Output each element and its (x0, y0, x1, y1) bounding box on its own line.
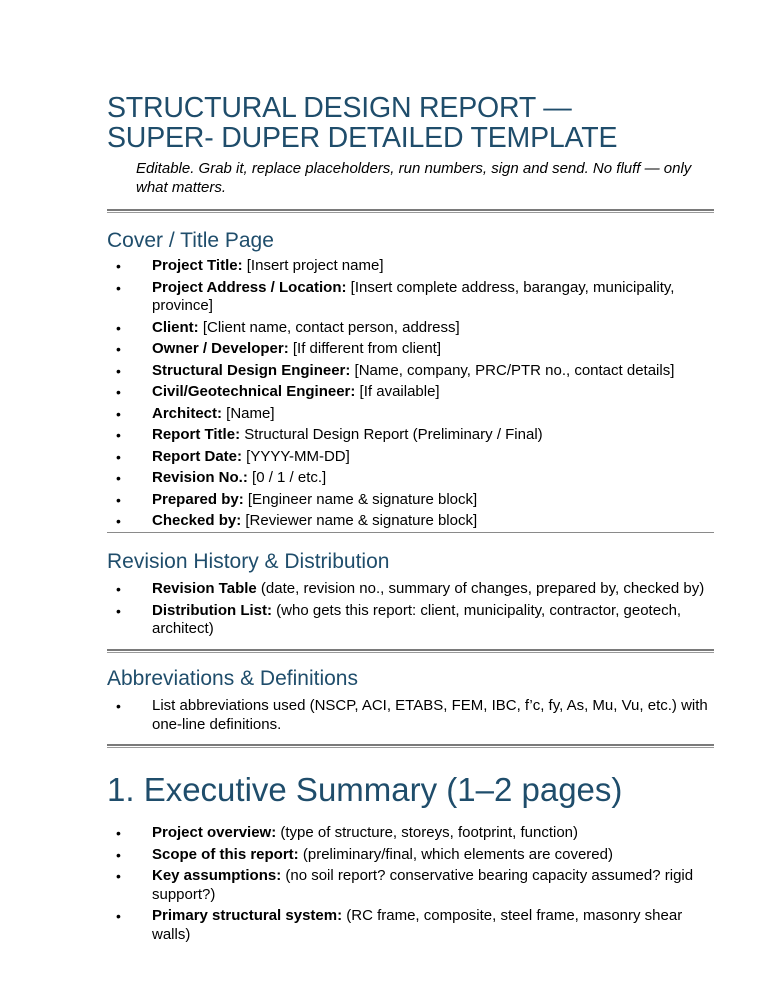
list-item (107, 405, 714, 424)
item-text: [Engineer name & signature block] (243, 490, 478, 508)
item-text: (preliminary/final, which elements are covered) (298, 845, 613, 863)
divider (107, 649, 714, 653)
list-item (107, 580, 714, 599)
item-label: Project Title: (152, 257, 243, 274)
list-item (107, 491, 714, 510)
divider (107, 532, 714, 533)
item-label: Client: (152, 318, 199, 336)
item-text: [0 / 1 / etc.] (247, 469, 327, 486)
list-item (107, 602, 714, 639)
list-item (107, 426, 714, 445)
executive-summary-list (107, 824, 714, 947)
item-label: Revision No.: (152, 469, 248, 486)
item-text: List abbreviations used (NSCP, ACI, ETABS, FEM, IBC, f’c, fy, As, Mu, Vu, etc.) with one-line definitions. (152, 697, 708, 733)
list-item (107, 448, 714, 467)
list-item (107, 340, 714, 359)
section-heading-revision: Revision History & Distribution (107, 550, 390, 573)
item-label: Architect: (152, 404, 223, 422)
item-text: (date, revision no., summary of changes, prepared by, checked by) (256, 580, 705, 597)
title-line-2: SUPER- DUPER DETAILED TEMPLATE (107, 122, 618, 154)
list-item (107, 824, 714, 843)
list-item (107, 362, 714, 381)
list-item (107, 846, 714, 865)
document-subtitle: Editable. Grab it, replace placeholders, run numbers, sign and send. No fluff — only what matters. (136, 160, 692, 196)
item-text: [Name, company, PRC/PTR no., contact details] (350, 361, 675, 379)
item-label: Distribution List: (152, 601, 272, 619)
item-label: Report Title: (152, 426, 241, 443)
cover-list (107, 257, 714, 534)
item-label: Revision Table (152, 580, 257, 597)
item-text: [Reviewer name & signature block] (241, 512, 478, 529)
section-heading-executive-summary: 1. Executive Summary (1–2 pages) (107, 771, 623, 808)
item-label: Checked by: (152, 512, 242, 529)
list-item (107, 867, 714, 904)
abbreviations-list (107, 697, 714, 737)
item-text: Structural Design Report (Preliminary / Final) (240, 426, 543, 443)
item-text: [Name] (222, 404, 275, 422)
item-text: [Insert project name] (242, 257, 384, 274)
item-text: [YYYY-MM-DD] (242, 447, 350, 465)
item-label: Primary structural system: (152, 907, 343, 924)
revision-list (107, 580, 714, 642)
item-text: [If available] (355, 383, 440, 400)
item-label: Project Address / Location: (152, 278, 347, 296)
item-label: Prepared by: (152, 490, 244, 508)
item-label: Project overview: (152, 824, 277, 841)
list-item (107, 383, 714, 402)
divider (107, 209, 714, 213)
divider (107, 744, 714, 748)
list-item (107, 279, 714, 316)
item-label: Structural Design Engineer: (152, 361, 351, 379)
list-item (107, 697, 714, 734)
item-label: Report Date: (152, 447, 243, 465)
document-title (107, 93, 617, 153)
item-text: [Client name, contact person, address] (198, 318, 460, 336)
item-label: Scope of this report: (152, 845, 299, 863)
item-text: (RC frame, composite, steel frame, masonry shear walls) (152, 907, 683, 943)
list-item (107, 907, 714, 944)
item-text: (type of structure, storeys, footprint, function) (276, 824, 579, 841)
title-line-1: STRUCTURAL DESIGN REPORT — (107, 92, 572, 124)
section-heading-cover: Cover / Title Page (107, 229, 274, 252)
list-item (107, 512, 714, 531)
list-item (107, 319, 714, 338)
list-item (107, 257, 714, 276)
item-text: (who gets this report: client, municipality, contractor, geotech, architect) (152, 601, 682, 637)
item-text: [Insert complete address, barangay, municipality, province] (152, 278, 675, 314)
item-label: Civil/Geotechnical Engineer: (152, 383, 356, 400)
section-heading-abbreviations: Abbreviations & Definitions (107, 667, 358, 690)
item-label: Key assumptions: (152, 867, 282, 884)
item-text: (no soil report? conservative bearing capacity assumed? rigid support?) (152, 867, 694, 903)
list-item (107, 469, 714, 488)
item-text: [If different from client] (288, 340, 442, 357)
item-label: Owner / Developer: (152, 340, 289, 357)
